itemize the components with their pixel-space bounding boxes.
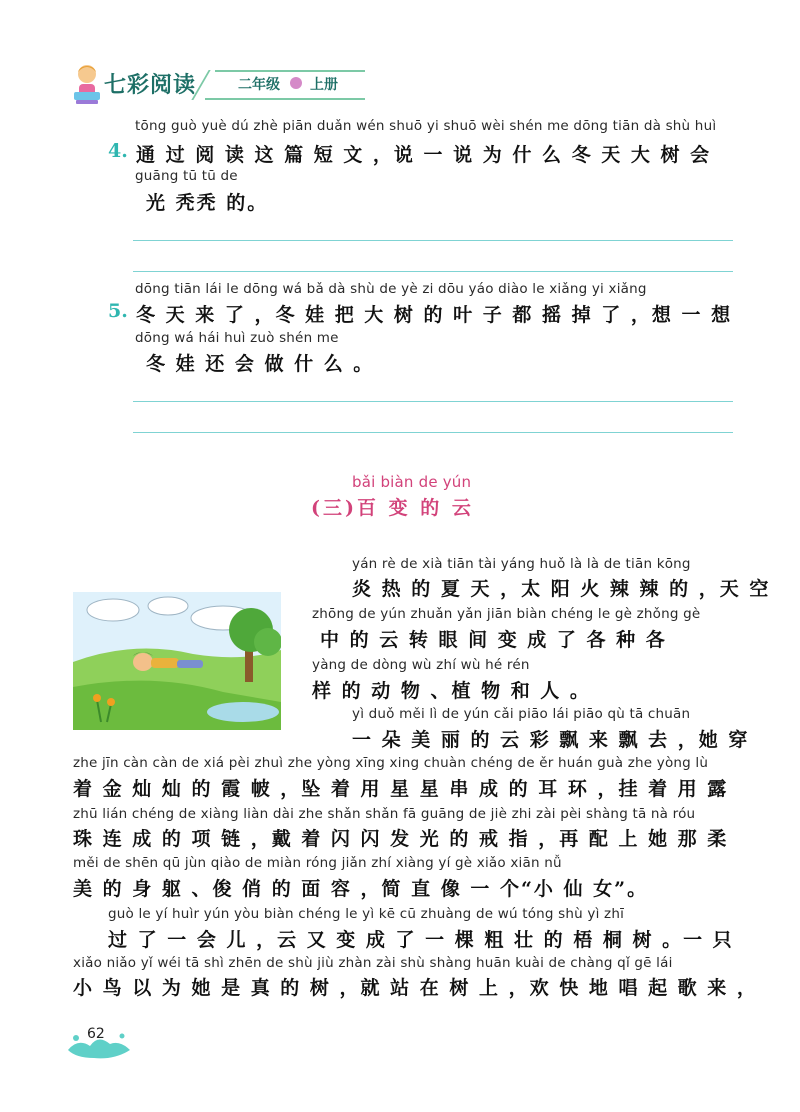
q5-answer-line-1[interactable] — [133, 401, 733, 402]
story-text-8: 过 了 一 会 儿 ，云 又 变 成 了 一 棵 粗 壮 的 梧 桐 树 。一 只 — [108, 929, 734, 951]
story-text-5: 着 金 灿 灿 的 霞 帔 ，坠 着 用 星 星 串 成 的 耳 环 ，挂 着 用 露 — [73, 778, 729, 800]
q5-text-line1: 冬 天 来 了 ，冬 娃 把 大 树 的 叶 子 都 摇 掉 了 ，想 一 想 — [136, 304, 733, 326]
story-illustration — [73, 592, 281, 730]
header-dot-icon — [290, 77, 302, 89]
story-title-pinyin: bǎi biàn de yún — [352, 473, 472, 491]
story-pinyin-7: měi de shēn qū jùn qiào de miàn róng jiǎn zhí xiàng yí gè xiǎo xiān nǚ — [73, 855, 562, 871]
q4-text-line1: 通 过 阅 读 这 篇 短 文 ，说 一 说 为 什 么 冬 天 大 树 会 — [136, 144, 712, 166]
q4-answer-line-2[interactable] — [133, 271, 733, 272]
story-pinyin-8: guò le yí huìr yún yòu biàn chéng le yì kē cū zhuàng de wú tóng shù yì zhī — [108, 906, 625, 922]
q5-answer-line-2[interactable] — [133, 432, 733, 433]
brand-title: 七彩阅读 — [104, 73, 197, 98]
story-pinyin-6: zhū lián chéng de xiàng liàn dài zhe shǎn shǎn fā guāng de jiè zhi zài pèi shàng tā nà róu — [73, 806, 696, 822]
story-text-3: 样 的 动 物 、植 物 和 人 。 — [312, 680, 591, 702]
q5-text-line2: 冬 娃 还 会 做 什 么 。 — [146, 353, 375, 375]
story-text-7: 美 的 身 躯 、俊 俏 的 面 容 ，简 直 像 一 个“小 仙 女”。 — [73, 878, 649, 900]
story-pinyin-4: yì duǒ měi lì de yún cǎi piāo lái piāo qù tā chuān — [352, 706, 691, 722]
q4-number: 4. — [108, 140, 128, 162]
volume-label: 上册 — [310, 77, 338, 93]
story-text-1: 炎 热 的 夏 天 ，太 阳 火 辣 辣 的 ，天 空 — [352, 578, 771, 600]
header-rule-bottom — [205, 98, 365, 100]
q4-pinyin-line1: tōng guò yuè dú zhè piān duǎn wén shuō yi shuō wèi shén me dōng tiān dà shù huì — [135, 118, 717, 134]
story-pinyin-2: zhōng de yún zhuǎn yǎn jiān biàn chéng le gè zhǒng gè — [312, 606, 701, 622]
q4-answer-line-1[interactable] — [133, 240, 733, 241]
story-text-2: 中 的 云 转 眼 间 变 成 了 各 种 各 — [320, 629, 667, 651]
story-text-9: 小 鸟 以 为 她 是 真 的 树 ，就 站 在 树 上 ，欢 快 地 唱 起 歌 来 ， — [73, 977, 758, 999]
q4-text-line2: 光 秃秃 的。 — [146, 192, 269, 214]
q5-pinyin-line1: dōng tiān lái le dōng wá bǎ dà shù de yè zi dōu yáo diào le xiǎng yi xiǎng — [135, 281, 647, 297]
grade-label: 二年级 — [238, 77, 280, 93]
story-pinyin-5: zhe jīn càn càn de xiá pèi zhuì zhe yòng xīng xing chuàn chéng de ěr huán guà zhe yòng lù — [73, 755, 709, 771]
story-text-6: 珠 连 成 的 项 链 ，戴 着 闪 闪 发 光 的 戒 指 ，再 配 上 她 那 柔 — [73, 828, 729, 850]
q5-pinyin-line2: dōng wá hái huì zuò shén me — [135, 330, 339, 346]
story-pinyin-9: xiǎo niǎo yǐ wéi tā shì zhēn de shù jiù zhàn zài shù shàng huān kuài de chàng qǐ gē lái — [73, 955, 673, 971]
story-title: (三)百 变 的 云 — [311, 497, 474, 519]
story-pinyin-1: yán rè de xià tiān tài yáng huǒ là là de tiān kōng — [352, 556, 691, 572]
q4-pinyin-line2: guāng tū tū de — [135, 168, 238, 184]
story-pinyin-3: yàng de dòng wù zhí wù hé rén — [312, 657, 530, 673]
header-rule-top — [215, 70, 365, 72]
page-number: 62 — [87, 1026, 105, 1042]
q5-number: 5. — [108, 300, 128, 322]
header-logo-figure — [70, 62, 104, 106]
story-text-4: 一 朵 美 丽 的 云 彩 飘 来 飘 去 ，她 穿 — [352, 729, 750, 751]
